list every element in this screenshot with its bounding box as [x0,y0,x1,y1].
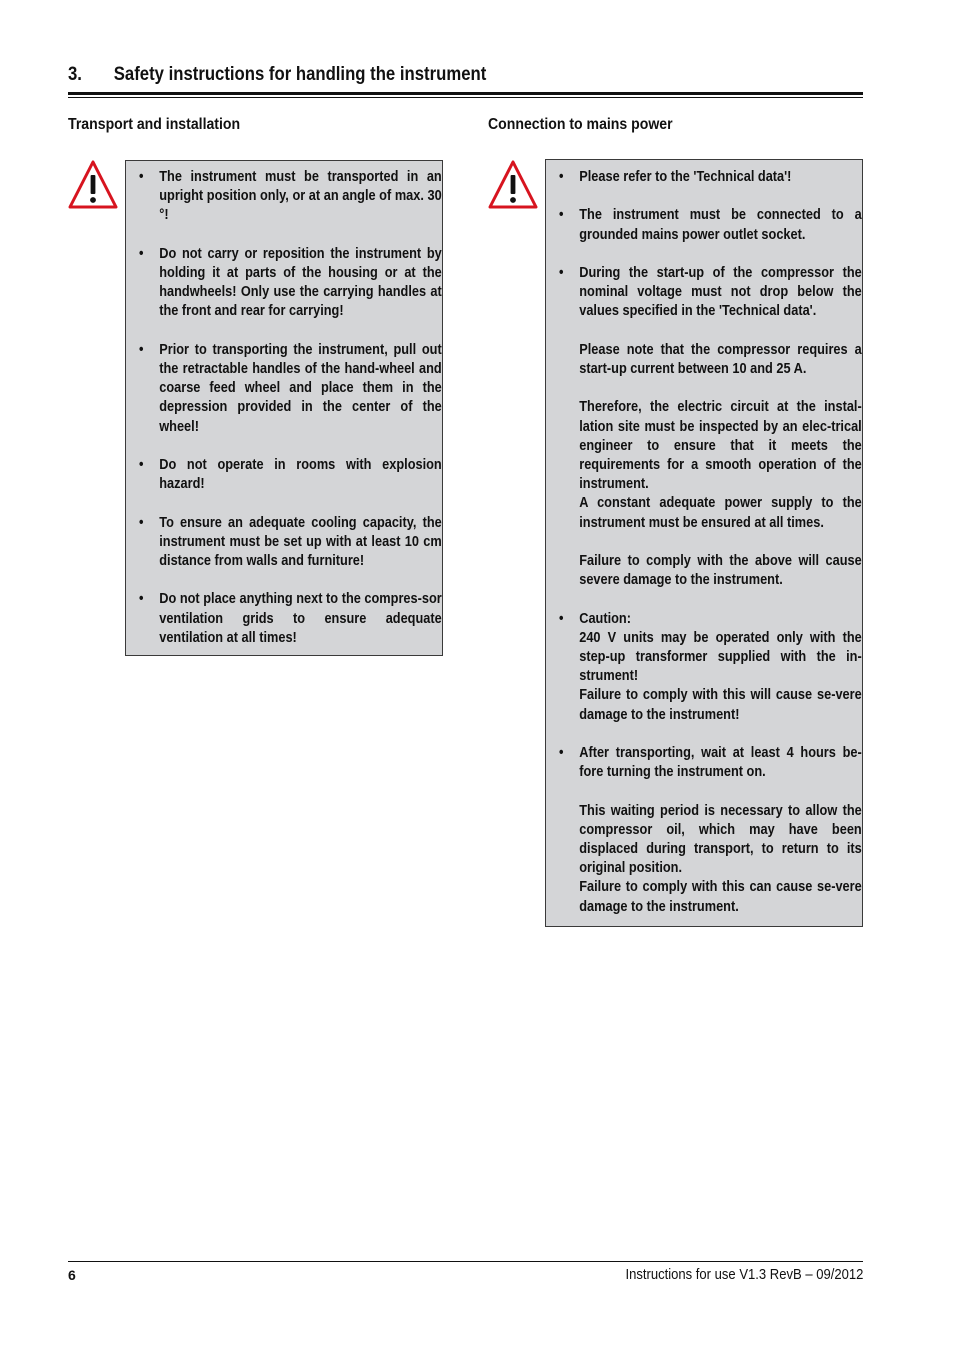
list-item: • The instrument must be transported in an upright position only, or at an angle of max. 30 °! [139,169,442,224]
list-item: • Caution: 240 V units may be operated only with the step-up transformer supplied with the in-strument! Failure to comply with this will cause se-vere damage to the instrument! [559,610,862,723]
transport-heading: Transport and installation [68,116,241,133]
list-item: • Do not place anything next to the compres-sor ventilation grids to ensure adequate ventilation at all times! [139,591,442,646]
list-item: • After transporting, wait at least 4 hours be-fore turning the instrument on. This waiting period is necessary to allow the compressor oil, which may have been displaced during transport, to return to its original position. Failure to comply with this can cause se-vere damage to the instrument. [559,744,862,915]
page-number: 6 [68,1267,76,1283]
list-item: • The instrument must be connected to a grounded mains power outlet socket. [559,207,862,243]
list-item: • To ensure an adequate cooling capacity, the instrument must be set up with at least 10 cm distance from walls and furniture! [139,514,442,569]
document-version: Instructions for use V1.3 RevB – 09/2012 [625,1267,863,1283]
warning-triangle-icon [488,159,538,209]
list-item: • Do not operate in rooms with explosion hazard! [139,457,442,493]
transport-warning-box [125,160,443,656]
list-item: • Please refer to the 'Technical data'! [559,169,792,185]
page-title [68,64,772,86]
warning-triangle-icon [68,159,118,209]
list-item: • During the start-up of the compressor the nominal voltage must not drop below the values specified in the 'Technical data'. Please note that the compressor requires a start-up current between 10 and 25 A. Therefore, the electric circuit at the instal-lation site must be inspected by an elec-trical engineer to ensure that it meets the requirements for a smooth operation of the instrument. A constant adequate power supply to the instrument must be ensured at all times. Failure to comply with the above will cause severe damage to the instrument. [559,264,862,589]
list-item: • Prior to transporting the instrument, pull out the retractable handles of the hand-wheel and coarse feed wheel and place them in the depression provided in the center of the wheel! [139,341,442,435]
mains-heading: Connection to mains power [488,116,673,133]
header-rule-thick [68,92,863,95]
footer-rule [68,1261,863,1262]
list-item: • Do not carry or reposition the instrument by holding it at parts of the housing or at the handwheels! Only use the carrying handles at the front and rear for carrying! [139,245,442,320]
mains-warning-box [545,159,863,927]
section-title: Safety instructions for handling the instrument [113,64,487,85]
section-number: 3. [68,64,82,85]
header-rule-thin [68,97,863,98]
